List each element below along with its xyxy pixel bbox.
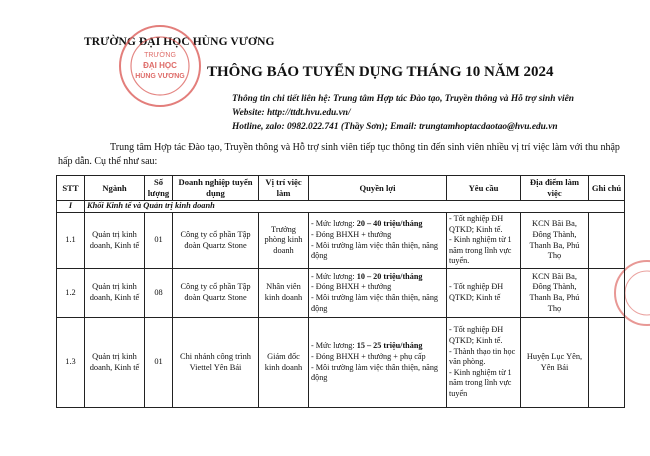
cell-dia-diem: KCN Bãi Ba, Đông Thành, Thanh Ba, Phú Thọ <box>521 213 589 269</box>
document-title: THÔNG BÁO TUYỂN DỤNG THÁNG 10 NĂM 2024 <box>207 64 554 80</box>
header-quyen-loi: Quyền lợi <box>309 176 447 201</box>
cell-doanh-nghiep: Công ty cổ phần Tập đoàn Quartz Stone <box>173 269 259 318</box>
cell-stt: 1.2 <box>57 269 85 318</box>
cell-quyen-loi <box>309 318 447 408</box>
cell-nganh: Quản trị kinh doanh, Kinh tế <box>85 269 145 318</box>
header-so-luong: Số lượng <box>145 176 173 201</box>
cell-doanh-nghiep: Công ty cổ phần Tập đoàn Quartz Stone <box>173 213 259 269</box>
seal-text-mid: ĐẠI HỌC <box>143 61 177 70</box>
header-ghi-chu: Ghi chú <box>589 176 625 201</box>
contact-hotline: Hotline, zalo: 0982.022.741 (Thầy Sơn); Email: trungtamhoptacdaotao@hvu.edu.vn <box>232 122 558 132</box>
requirement-experience: - Kinh nghiệm từ 1 năm trong lĩnh vực tuyển. <box>449 235 512 266</box>
header-stt: STT <box>57 176 85 201</box>
requirement-office-skills: - Thành thạo tin học văn phòng. <box>449 346 516 367</box>
benefit-environment: - Môi trường làm việc thân thiện, năng động <box>311 362 439 383</box>
cell-yeu-cau <box>447 213 521 269</box>
intro-paragraph: Trung tâm Hợp tác Đào tạo, Truyền thông và Hỗ trợ sinh viên tiếp tục thông tin đến sinh viên nhiều vị trí việc làm với thu nhập hấp dẫn. Cụ thể như sau: <box>58 142 620 167</box>
cell-nganh: Quản trị kinh doanh, Kinh tế <box>85 318 145 408</box>
benefit-insurance: - Đóng BHXH + thưởng + phụ cấp <box>311 351 426 361</box>
contact-website: Website: http://ttdt.hvu.edu.vn/ <box>232 108 351 118</box>
salary-label: - Mức lương: <box>311 271 357 281</box>
benefit-insurance: - Đóng BHXH + thưởng <box>311 282 392 292</box>
table-row <box>57 213 625 269</box>
benefit-insurance: - Đóng BHXH + thưởng <box>311 229 392 239</box>
requirement-degree: - Tốt nghiệp ĐH QTKD; Kinh tế. <box>449 325 504 346</box>
cell-stt: 1.1 <box>57 213 85 269</box>
school-name: TRƯỜNG ĐẠI HỌC HÙNG VƯƠNG <box>84 36 275 48</box>
requirement-experience: - Kinh nghiệm từ 1 năm trong lĩnh vực tuyển <box>449 367 512 398</box>
cell-quyen-loi <box>309 269 447 318</box>
cell-vi-tri: Nhân viên kinh doanh <box>259 269 309 318</box>
section-number: I <box>57 201 85 213</box>
cell-so-luong: 01 <box>145 213 173 269</box>
cell-yeu-cau <box>447 269 521 318</box>
salary-value: 20 – 40 triệu/tháng <box>356 219 423 229</box>
header-yeu-cau: Yêu cầu <box>447 176 521 201</box>
header-dia-diem: Địa điểm làm việc <box>521 176 589 201</box>
benefit-environment: - Môi trường làm việc thân thiện, năng động <box>311 240 439 261</box>
cell-ghi-chu <box>589 213 625 269</box>
table-row <box>57 269 625 318</box>
cell-stt: 1.3 <box>57 318 85 408</box>
cell-vi-tri: Giám đốc kinh doanh <box>259 318 309 408</box>
cell-vi-tri: Trưởng phòng kinh doanh <box>259 213 309 269</box>
seal-text-bottom: HÙNG VƯƠNG <box>135 73 185 80</box>
cell-doanh-nghiep: Chi nhánh công trình Viettel Yên Bái <box>173 318 259 408</box>
cell-dia-diem: Huyện Lục Yên, Yên Bái <box>521 318 589 408</box>
section-label: Khối Kinh tế và Quản trị kinh doanh <box>85 201 625 213</box>
contact-info: Thông tin chi tiết liên hệ: Trung tâm Hợp tác Đào tạo, Truyền thông và Hỗ trợ sinh viên <box>232 94 574 104</box>
cell-yeu-cau <box>447 318 521 408</box>
cell-ghi-chu <box>589 318 625 408</box>
cell-ghi-chu <box>589 269 625 318</box>
table-row <box>57 318 625 408</box>
salary-value: 15 – 25 triệu/tháng <box>356 341 423 351</box>
salary-label: - Mức lương: <box>311 341 357 351</box>
benefit-environment: - Môi trường làm việc thân thiện, năng động <box>311 293 439 313</box>
cell-so-luong: 08 <box>145 269 173 318</box>
table-header-row <box>57 176 625 201</box>
header-nganh: Ngành <box>85 176 145 201</box>
cell-quyen-loi <box>309 213 447 269</box>
section-row <box>57 201 625 213</box>
requirement-degree: - Tốt nghiệp ĐH QTKD; Kinh tế. <box>449 214 504 234</box>
seal-text-top: TRƯỜNG <box>144 52 176 59</box>
salary-label: - Mức lương: <box>311 219 357 229</box>
university-seal-icon <box>116 22 204 110</box>
salary-value: 10 – 20 triệu/tháng <box>356 271 423 281</box>
header-vi-tri: Vị trí việc làm <box>259 176 309 201</box>
cell-so-luong: 01 <box>145 318 173 408</box>
cell-dia-diem: KCN Bãi Ba, Đông Thành, Thanh Ba, Phú Thọ <box>521 269 589 318</box>
header-doanh-nghiep: Doanh nghiệp tuyển dụng <box>173 176 259 201</box>
cell-nganh: Quản trị kinh doanh, Kinh tế <box>85 213 145 269</box>
requirement-degree: - Tốt nghiệp ĐH QTKD; Kinh tế <box>449 282 504 302</box>
jobs-table <box>56 175 625 408</box>
